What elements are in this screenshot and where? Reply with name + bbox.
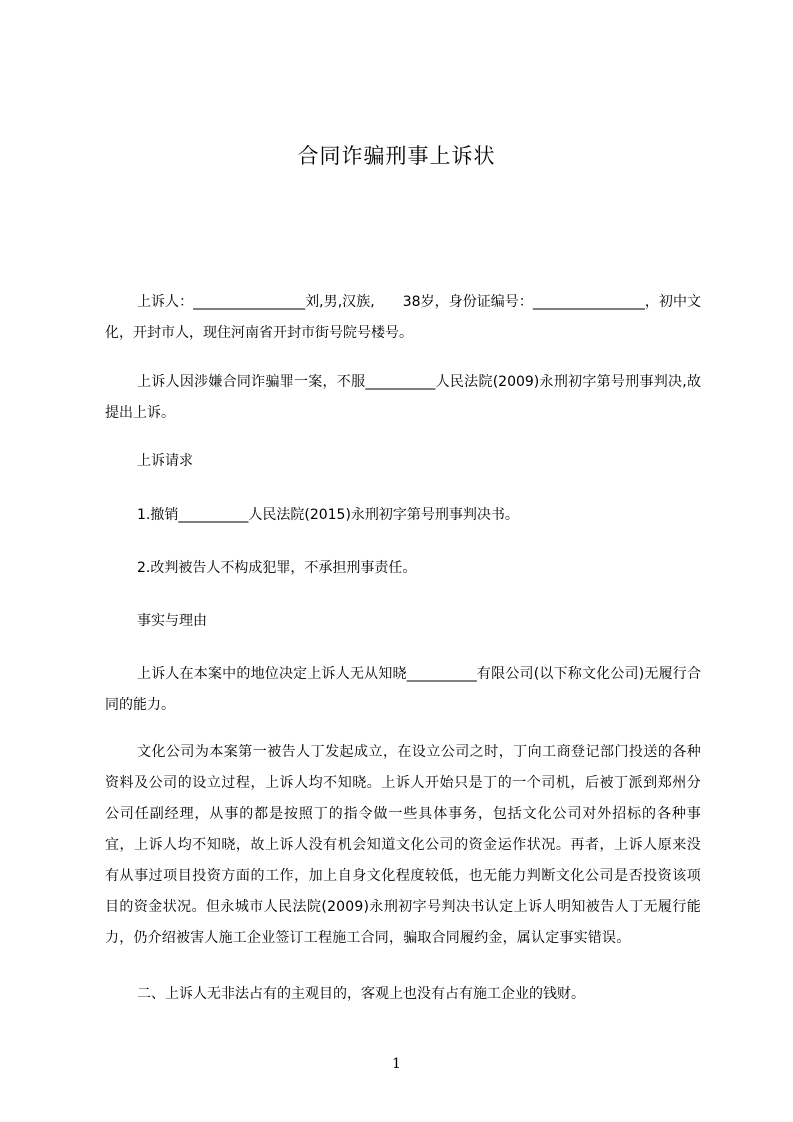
position-paragraph: 上诉人在本案中的地位决定上诉人无从知晓__________有限公司(以下称文化公司)无履行合同的能力。: [105, 666, 701, 713]
page-number: 1: [392, 1056, 401, 1072]
document-title: 合同诈骗刑事上诉状: [297, 144, 496, 168]
culture-company-paragraph: 文化公司为本案第一被告人丁发起成立，在设立公司之时，丁向工商登记部门投送的各种资料及公司的设立过程，上诉人均不知晓。上诉人开始只是丁的一个司机，后被丁派到郑州分公司任副经理，从事的都是按照丁的指令做一些具体事务，包括文化公司对外招标的各种事宜，上诉人均不知晓，故上诉人没有机会知道文化公司的资金运作状况。再者，上诉人原来没有从事过项目投资方面的工作，加上自身文化程度较低，也无能力判断文化公司是否投资该项目的资金状况。但永城市人民法院(2009)永刑初字号判决书认定上诉人明知被告人丁无履行能力，仍介绍被害人施工企业签订工程施工合同，骗取合同履约金，属认定事实错误。: [105, 744, 701, 946]
appeal-reason-paragraph: 上诉人因涉嫌合同诈骗罪一案，不服__________人民法院(2009)永刑初字第号刑事判决,故提出上诉。: [105, 374, 701, 421]
request-item-1: 1.撤销__________人民法院(2015)永刑初字第号刑事判决书。: [137, 507, 519, 523]
appellant-info-paragraph: 上诉人：________________刘,男,汉族, 38岁，身份证编号：________________，初中文化，开封市人，现住河南省开封市街号院号楼号。: [105, 294, 701, 341]
facts-reasons-heading: 事实与理由: [137, 613, 207, 629]
appeal-request-heading: 上诉请求: [137, 453, 193, 469]
request-item-2: 2.改判被告人不构成犯罪，不承担刑事责任。: [137, 560, 417, 576]
section-two-heading: 二、上诉人无非法占有的主观目的，客观上也没有占有施工企业的钱财。: [137, 986, 585, 1002]
